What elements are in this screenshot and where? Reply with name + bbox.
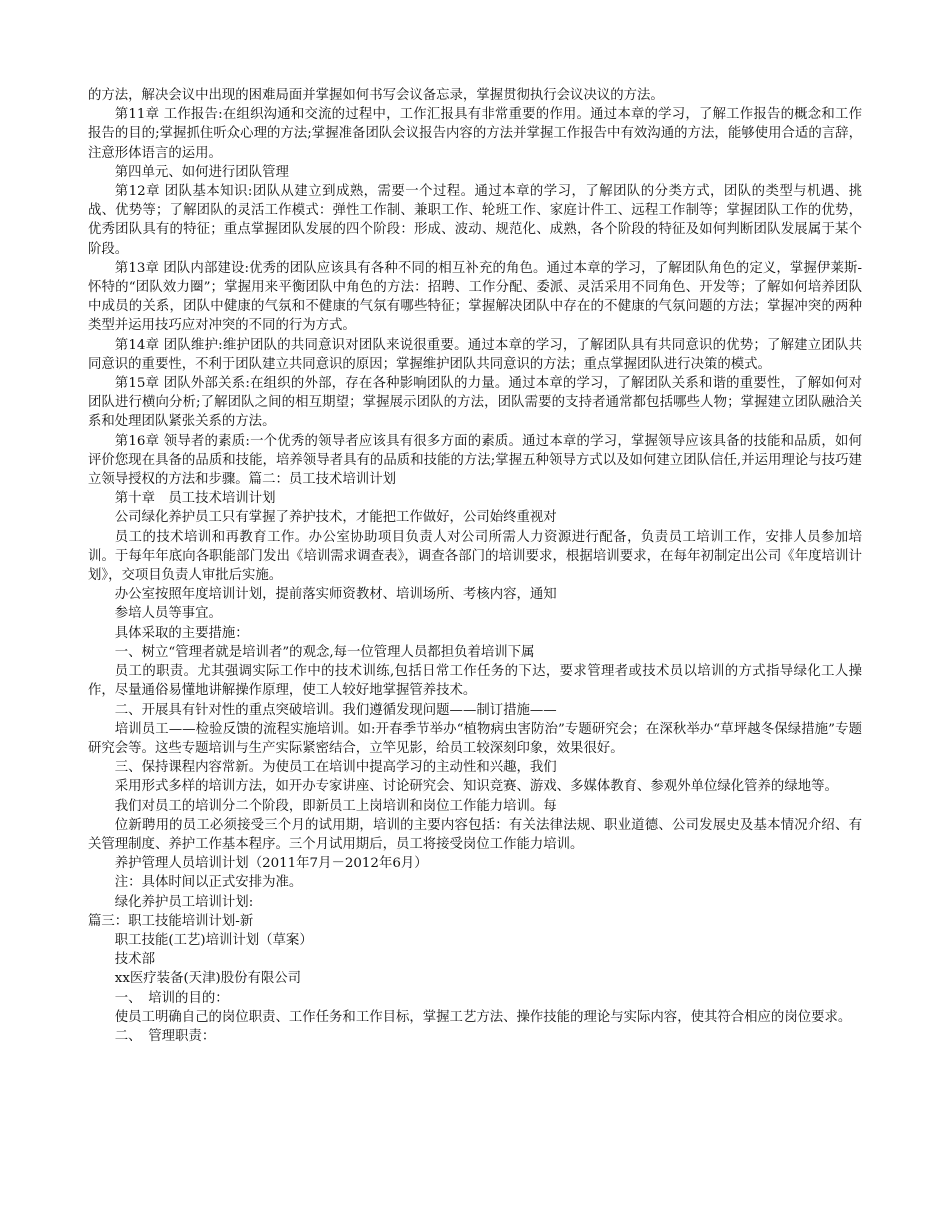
paragraph: 参培人员等事宜。 bbox=[114, 606, 222, 622]
paragraph: 培训员工——检验反馈的流程实施培训。如:开春季节举办“植物病虫害防治”专题研究会；在深秋举办“草坪越冬保绿措施”专题研究会等。这些专题培训与生产实际紧密结合，立竿见影，给员工较深刻印象，效果很好。 bbox=[88, 721, 862, 756]
document-body bbox=[88, 86, 862, 1046]
paragraph: 职工技能(工艺)培训计划（草案） bbox=[114, 932, 313, 948]
paragraph: 的方法，解决会议中出现的困难局面并掌握如何书写会议备忘录，掌握贯彻执行会议决议的方法。 bbox=[88, 88, 664, 103]
paragraph: 技术部 bbox=[114, 952, 155, 968]
paragraph: 员工的技术培训和再教育工作。办公室协助项目负责人对公司所需人力资源进行配备，负责员工培训工作，安排人员参加培训。于每年年底向各职能部门发出《培训需求调查表》，调查各部门的培训要求，根据培训要求，在每年初制定出公司《年度培训计划》，交项目负责人审批后实施。 bbox=[88, 529, 862, 584]
paragraph: 公司绿化养护员工只有掌握了养护技术，才能把工作做好，公司始终重视对 bbox=[114, 510, 557, 526]
paragraph: 二、开展具有针对性的重点突破培训。我们遵循发现问题——制订措施—— bbox=[114, 702, 557, 718]
paragraph: xx医疗装备(天津)股份有限公司 bbox=[114, 971, 302, 987]
paragraph: 第四单元、如何进行团队管理 bbox=[114, 164, 289, 180]
paragraph: 一、 培训的目的： bbox=[114, 990, 229, 1006]
paragraph: 养护管理人员培训计划（2011年7月－2012年6月） bbox=[114, 856, 428, 872]
paragraph: 第13章 团队内部建设:优秀的团队应该具有各种不同的相互补充的角色。通过本章的学习，了解团队角色的定义，掌握伊莱斯-怀特的“团队效力圈”；掌握用来平衡团队中角色的方法：招聘、工作分配、委派、灵活采用不同角色、开发等；了解如何培养团队中成员的关系，团队中健康的气氛和不健康的气氛有哪些特征；掌握解决团队中存在的不健康的气氛问题的方法；掌握冲突的两种类型并运用技巧应对冲突的不同的行为方式。 bbox=[88, 260, 862, 334]
paragraph: 第12章 团队基本知识:团队从建立到成熟，需要一个过程。通过本章的学习，了解团队的分类方式，团队的类型与机遇、挑战、优势等；了解团队的灵活工作模式：弹性工作制、兼职工作、轮班工作、家庭计件工、远程工作制等；掌握团队工作的优势，优秀团队具有的特征；重点掌握团队发展的四个阶段：形成、波动、规范化、成熟，各个阶段的特征及如何判断团队发展属于某个阶段。 bbox=[88, 184, 862, 257]
paragraph: 第11章 工作报告:在组织沟通和交流的过程中，工作汇报具有非常重要的作用。通过本章的学习，了解工作报告的概念和工作报告的目的;掌握抓住听众心理的方法;掌握准备团队会议报告内容的方法并掌握工作报告中有效沟通的方法，能够使用合适的言辞，注意形体语言的运用。 bbox=[88, 107, 862, 161]
paragraph: 采用形式多样的培训方法，如开办专家讲座、讨论研究会、知识竞赛、游戏、多媒体教育、参观外单位绿化管养的绿地等。 bbox=[114, 779, 838, 795]
paragraph: 注：具体时间以正式安排为准。 bbox=[114, 875, 303, 891]
paragraph: 第15章 团队外部关系:在组织的外部，存在各种影响团队的力量。通过本章的学习，了解团队关系和谐的重要性，了解如何对团队进行横向分析;了解团队之间的相互期望；掌握展示团队的方法，团队需要的支持者通常都包括哪些人物；掌握建立团队融洽关系和处理团队紧张关系的方法。 bbox=[88, 376, 862, 430]
paragraph: 位新聘用的员工必须接受三个月的试用期，培训的主要内容包括：有关法律法规、职业道德、公司发展史及基本情况介绍、有关管理制度、养护工作基本程序。三个月试用期后，员工将接受岗位工作能力培训。 bbox=[88, 817, 862, 852]
paragraph: 我们对员工的培训分二个阶段，即新员工上岗培训和岗位工作能力培训。每 bbox=[114, 798, 557, 814]
paragraph: 第16章 领导者的素质:一个优秀的领导者应该具有很多方面的素质。通过本章的学习，掌握领导应该具备的技能和品质，如何评价您现在具备的品质和技能，培养领导者具有的品质和技能的方法;掌握五种领导方式以及如何建立团队信任,并运用理论与技巧建立领导授权的方法和步骤。篇二：员工技术培训计划 bbox=[88, 433, 862, 488]
paragraph: 使员工明确自己的岗位职责、工作任务和工作目标，掌握工艺方法、操作技能的理论与实际内容，使其符合相应的岗位要求。 bbox=[114, 1009, 852, 1025]
paragraph: 具体采取的主要措施： bbox=[114, 625, 249, 641]
paragraph: 一、树立“管理者就是培训者”的观念,每一位管理人员都担负着培训下属 bbox=[114, 644, 535, 660]
paragraph: 办公室按照年度培训计划，提前落实师资教材、培训场所、考核内容，通知 bbox=[114, 587, 557, 603]
paragraph: 篇三：职工技能培训计划-新 bbox=[88, 913, 254, 929]
paragraph: 绿化养护员工培训计划: bbox=[114, 894, 254, 910]
paragraph: 二、 管理职责： bbox=[114, 1028, 216, 1044]
paragraph: 三、保持课程内容常新。为使员工在培训中提高学习的主动性和兴趣，我们 bbox=[114, 760, 557, 776]
paragraph: 第14章 团队维护:维护团队的共同意识对团队来说很重要。通过本章的学习，了解团队具有共同意识的优势；了解建立团队共同意识的重要性，不利于团队建立共同意识的原因；掌握维护团队共同意识的方法；重点掌握团队进行决策的模式。 bbox=[88, 337, 862, 372]
paragraph: 第十章 员工技术培训计划 bbox=[114, 491, 276, 507]
paragraph: 员工的职责。尤其强调实际工作中的技术训练,包括日常工作任务的下达，要求管理者或技术员以培训的方式指导绿化工人操作，尽量通俗易懂地讲解操作原理，使工人较好地掌握管养技术。 bbox=[88, 664, 862, 699]
